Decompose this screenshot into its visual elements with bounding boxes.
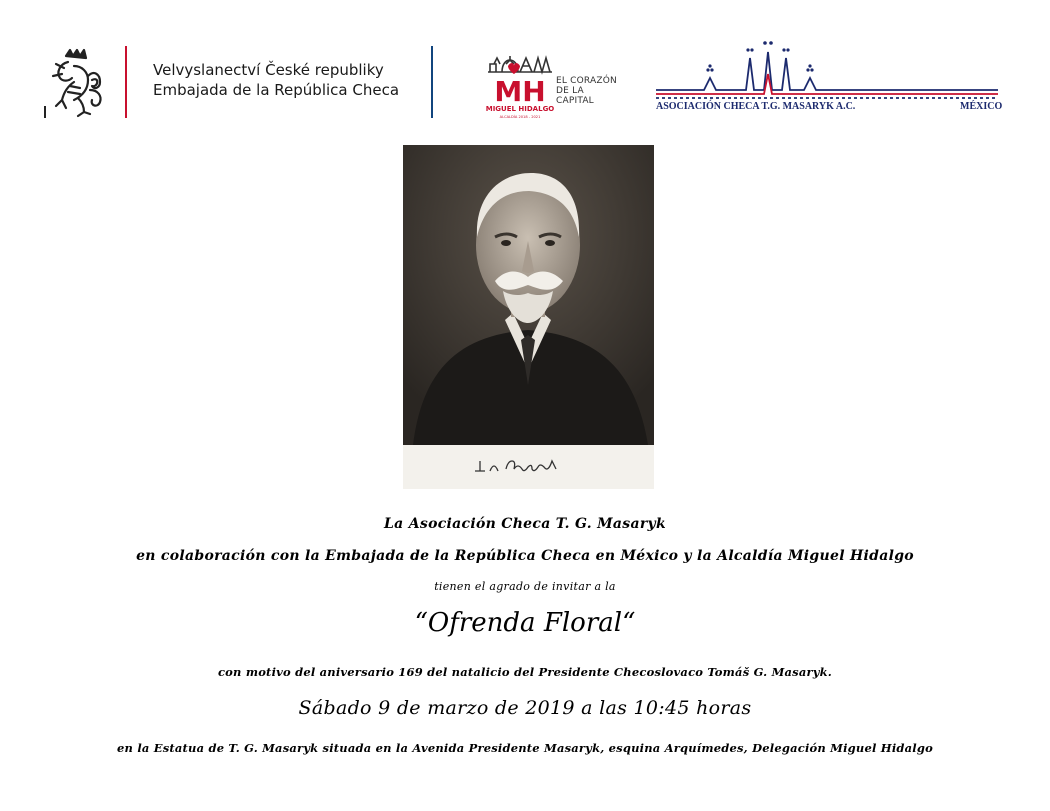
- invitation-collaboration: en colaboración con la Embajada de la República Checa en México y la Alcaldía Miguel Hidalgo: [136, 548, 914, 564]
- association-country: MÉXICO: [960, 101, 1003, 112]
- mh-slogan-line: CAPITAL: [556, 96, 594, 106]
- embassy-name-spanish: Embajada de la República Checa: [153, 81, 400, 99]
- mh-years: ALCALDÍA 2018 - 2021: [499, 115, 541, 119]
- invitation-host: La Asociación Checa T. G. Masaryk: [384, 516, 666, 532]
- event-title: “Ofrenda Floral“: [414, 608, 636, 638]
- masaryk-portrait-photo: [403, 145, 654, 489]
- mh-slogan: [556, 76, 617, 106]
- mh-initials: MH: [494, 75, 546, 108]
- logo-divider-blue: [431, 46, 433, 118]
- miguel-hidalgo-logo: [486, 46, 554, 120]
- invitation-intro: tienen el agrado de invitar a la: [434, 580, 616, 593]
- event-location: en la Estatua de T. G. Masaryk situada en la Avenida Presidente Masaryk, esquina Arquímedes, Delegación Miguel Hidalgo: [117, 741, 933, 755]
- czech-lion-emblem-icon: [44, 46, 108, 120]
- mh-slogan-line: EL CORAZÓN: [556, 76, 617, 86]
- event-reason: con motivo del aniversario 169 del natalicio del Presidente Checoslovaco Tomáš G. Masaryk.: [217, 665, 833, 679]
- mh-name: MIGUEL HIDALGO: [486, 105, 554, 113]
- embassy-name: [153, 60, 399, 100]
- association-name: ASOCIACIÓN CHECA T.G. MASARYK A.C.: [656, 101, 856, 112]
- embassy-divider-red: [125, 46, 127, 118]
- event-date-time: Sábado 9 de marzo de 2019 a las 10:45 horas: [298, 697, 752, 719]
- embassy-name-czech: Velvyslanectví České republiky: [153, 61, 384, 79]
- mh-city-skyline-icon: [488, 56, 552, 72]
- mh-slogan-line: DE LA: [556, 86, 584, 96]
